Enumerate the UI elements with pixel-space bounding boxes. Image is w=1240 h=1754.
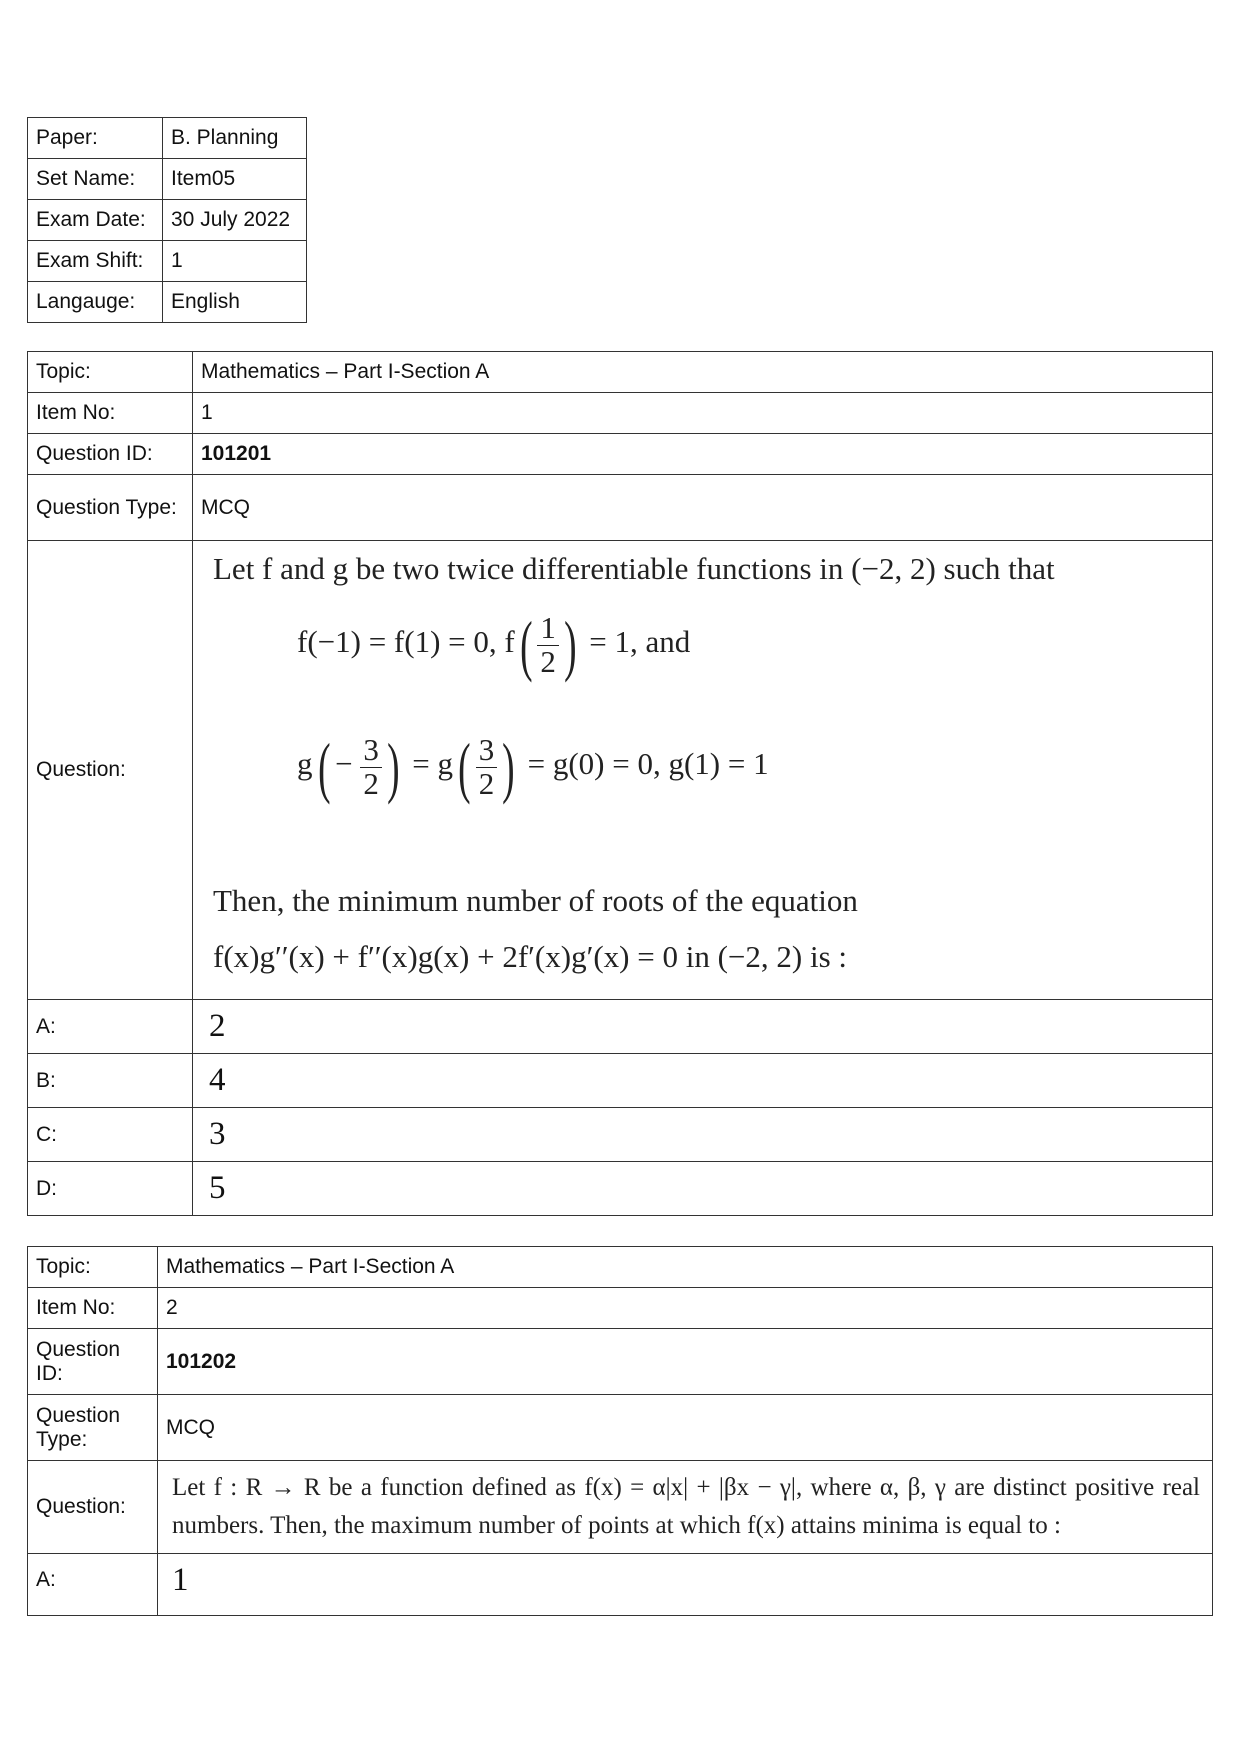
q1-equation-1	[297, 607, 691, 683]
meta-value-paper: B. Planning	[163, 118, 307, 159]
q2-item-row	[28, 1288, 1213, 1329]
option-value: 1	[158, 1554, 1213, 1616]
q1-qid-row	[28, 434, 1213, 475]
row-label: Topic:	[28, 352, 193, 393]
meta-row-set	[28, 159, 307, 200]
fraction-numerator: 3	[476, 734, 498, 768]
q2-question-text: Let f : R → R be a function defined as f(x) = α|x| + |βx − γ|, where α, β, γ are distinct positive real numbers. Then, the maximum number of points at which f(x) attains minima is equal to :	[172, 1474, 1200, 1539]
q1-topic-row	[28, 352, 1213, 393]
q1-question-body	[193, 541, 1212, 999]
question-2-table	[27, 1246, 1213, 1616]
row-label: Question ID:	[28, 1329, 158, 1395]
fraction-numerator: 3	[360, 734, 382, 768]
q1-question-cell	[193, 541, 1213, 1000]
eq2-right: = g(0) = 0, g(1) = 1	[527, 746, 769, 782]
q2-topic-row	[28, 1247, 1213, 1288]
option-label: A:	[28, 1554, 158, 1616]
meta-value-set: Item05	[163, 159, 307, 200]
meta-label: Exam Date:	[28, 200, 163, 241]
row-label: Topic:	[28, 1247, 158, 1288]
meta-row-shift	[28, 241, 307, 282]
row-label: Question ID:	[28, 434, 193, 475]
q2-question-row	[28, 1461, 1213, 1554]
row-label: Question Type:	[28, 1395, 158, 1461]
eq2-mid: = g	[412, 746, 454, 782]
fraction-denominator: 2	[478, 765, 495, 801]
q1-qtype-row	[28, 475, 1213, 541]
fraction	[360, 731, 382, 801]
option-label: D:	[28, 1162, 193, 1216]
q2-question-cell	[158, 1461, 1213, 1554]
q2-option-a	[28, 1554, 1213, 1616]
eq2-minus: −	[335, 746, 353, 782]
option-label: C:	[28, 1108, 193, 1162]
meta-row-paper	[28, 118, 307, 159]
q1-text-line-3: Then, the minimum number of roots of the equation	[213, 883, 858, 918]
option-value: 5	[193, 1162, 1213, 1216]
q1-option-c	[28, 1108, 1213, 1162]
q2-qid-row	[28, 1329, 1213, 1395]
meta-value-language: English	[163, 282, 307, 323]
q1-topic: Mathematics – Part I-Section A	[193, 352, 1213, 393]
row-label: Question:	[28, 1461, 158, 1554]
paren-open: (	[317, 729, 331, 805]
q1-option-d	[28, 1162, 1213, 1216]
eq1-right: = 1, and	[589, 624, 691, 660]
meta-label: Paper:	[28, 118, 163, 159]
meta-value-date: 30 July 2022	[163, 200, 307, 241]
paren-open: (	[519, 607, 533, 683]
option-value: 3	[193, 1108, 1213, 1162]
meta-row-language	[28, 282, 307, 323]
row-label: Item No:	[28, 393, 193, 434]
meta-row-date	[28, 200, 307, 241]
eq1-left: f(−1) = f(1) = 0, f	[297, 624, 515, 660]
fraction	[537, 609, 559, 679]
q1-item-no: 1	[193, 393, 1213, 434]
exam-meta-table	[27, 117, 307, 323]
q1-option-a	[28, 1000, 1213, 1054]
question-1-table	[27, 351, 1213, 1216]
row-label: Item No:	[28, 1288, 158, 1329]
q2-topic: Mathematics – Part I-Section A	[158, 1247, 1213, 1288]
paren-close: )	[563, 607, 577, 683]
fraction	[476, 731, 498, 801]
fraction-numerator: 1	[537, 612, 559, 646]
q1-equation-2	[297, 729, 769, 805]
q1-question-row	[28, 541, 1213, 1000]
q2-question-id: 101202	[158, 1329, 1213, 1395]
paren-close: )	[502, 729, 515, 805]
option-label: B:	[28, 1054, 193, 1108]
eq2-g: g	[297, 746, 313, 782]
page-bottom-margin	[0, 1636, 1240, 1754]
paren-close: )	[386, 729, 400, 805]
fraction-denominator: 2	[540, 643, 556, 679]
q1-option-b	[28, 1054, 1213, 1108]
q2-qtype-row	[28, 1395, 1213, 1461]
meta-label: Exam Shift:	[28, 241, 163, 282]
q1-question-type: MCQ	[193, 475, 1213, 541]
option-value: 2	[193, 1000, 1213, 1054]
q2-question-type: MCQ	[158, 1395, 1213, 1461]
meta-label: Set Name:	[28, 159, 163, 200]
meta-value-shift: 1	[163, 241, 307, 282]
q1-item-row	[28, 393, 1213, 434]
row-label: Question Type:	[28, 475, 193, 541]
q1-text-line-1: Let f and g be two twice differentiable functions in (−2, 2) such that	[213, 551, 1055, 586]
meta-label: Langauge:	[28, 282, 163, 323]
q2-item-no: 2	[158, 1288, 1213, 1329]
option-value: 4	[193, 1054, 1213, 1108]
fraction-denominator: 2	[363, 765, 379, 801]
paren-open: (	[458, 729, 471, 805]
q1-text-line-4: f(x)g′′(x) + f′′(x)g(x) + 2f′(x)g′(x) = 0 in (−2, 2) is :	[213, 939, 848, 974]
row-label: Question:	[28, 541, 193, 1000]
option-label: A:	[28, 1000, 193, 1054]
q1-question-id: 101201	[193, 434, 1213, 475]
